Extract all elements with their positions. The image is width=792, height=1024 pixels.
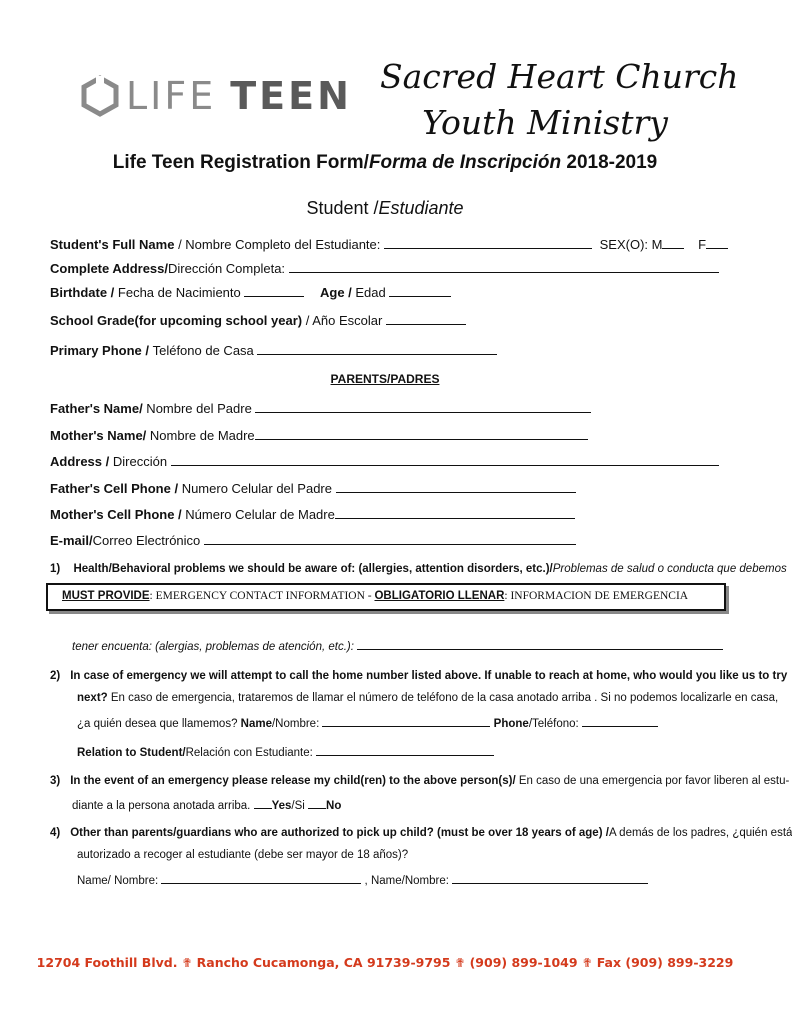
mother-name-label-es: Nombre de Madre <box>146 428 255 443</box>
emergency-phone-field[interactable] <box>582 714 658 727</box>
emergency-name-label-es: /Nombre: <box>271 718 323 730</box>
question-1-text-en: Health/Behavioral problems we should be aware of: (allergies, attention disorders, etc.)/ <box>73 563 553 575</box>
father-name-label-es: Nombre del Padre <box>142 401 256 416</box>
email-label: E-mail/ <box>50 533 93 548</box>
sex-f-field[interactable] <box>706 236 728 249</box>
form-title-es: Forma de Inscripción <box>368 152 562 173</box>
question-2-line2 <box>77 691 778 706</box>
yes-field[interactable] <box>254 796 272 809</box>
emergency-contact-callout <box>46 583 726 611</box>
question-2-line3 <box>77 714 658 732</box>
birthdate-row <box>50 284 451 301</box>
question-3-line2 <box>72 796 341 814</box>
mother-cell-label-es: Número Celular de Madre <box>185 507 335 522</box>
email-field[interactable] <box>204 532 576 545</box>
question-3-text-en: In the event of an emergency please release my child(ren) to the above person(s)/ <box>70 775 516 787</box>
primary-phone-field[interactable] <box>257 342 497 355</box>
pickup-name-1-label: Name/ Nombre: <box>77 875 162 887</box>
sex-m-field[interactable] <box>662 236 684 249</box>
age-field[interactable] <box>389 284 451 297</box>
pickup-name-2-field[interactable] <box>452 871 648 884</box>
question-4 <box>50 826 792 841</box>
primary-phone-label-es: Teléfono de Casa <box>152 343 258 358</box>
father-cell-label: Father's Cell Phone / <box>50 481 182 496</box>
sex-f-label: F <box>698 237 707 252</box>
father-name-label: Father's Name/ <box>50 401 143 416</box>
church-address-footer: 12704 Foothill Blvd. ✟ Rancho Cucamonga, CA 91739-9795 ✟ (909) 899-1049 ✟ Fax (909) 899-3229 <box>36 955 734 970</box>
student-section-title <box>0 198 770 219</box>
obligatorio-label: OBLIGATORIO LLENAR <box>374 590 505 602</box>
student-address-label: Complete Address/ <box>50 261 168 276</box>
question-2-text-line1: In case of emergency we will attempt to call the home number listed above. If unable to reach at home, who would you like us to try <box>70 670 788 682</box>
question-1-number: 1) <box>50 563 61 575</box>
question-2-text-es: En caso de emergencia, trataremos de llamar el número de teléfono de la casa anotado arriba . Si no podemos localizarle en casa, <box>110 692 779 704</box>
grade-row <box>50 312 466 329</box>
student-name-row <box>50 236 728 253</box>
mother-name-row <box>50 427 588 444</box>
relation-row <box>77 743 494 761</box>
callout-text-en: EMERGENCY CONTACT INFORMATION - <box>155 590 375 602</box>
emergency-name-label: Name <box>240 718 272 730</box>
no-label: No <box>326 800 342 812</box>
mother-name-field[interactable] <box>255 427 588 440</box>
callout-colon-1: : <box>149 590 156 602</box>
callout-colon-2: : <box>504 590 511 602</box>
question-1-text-es-2: tener encuenta: (alergias, problemas de atención, etc.): <box>72 641 358 653</box>
student-section-es: Estudiante <box>378 198 464 218</box>
email-label-es: Correo Electrónico <box>92 533 204 548</box>
question-2-next: next? <box>77 692 111 704</box>
form-title <box>0 152 770 174</box>
birthdate-field[interactable] <box>244 284 304 297</box>
father-name-field[interactable] <box>255 400 591 413</box>
age-label-es: Edad <box>355 285 390 300</box>
form-title-year: 2018-2019 <box>561 152 658 173</box>
question-3-text-es: En caso de una emergencia por favor liberen al estu- <box>515 775 790 787</box>
age-label: Age / <box>319 285 356 300</box>
student-section-en: Student / <box>306 198 379 218</box>
question-4-text-es: A demás de los padres, ¿quién está <box>608 827 792 839</box>
question-3-number: 3) <box>50 775 61 787</box>
logo-teen: TEEN <box>230 74 352 118</box>
question-3 <box>50 774 789 789</box>
student-name-label: Student's Full Name <box>50 237 175 252</box>
form-title-en: Life Teen Registration Form/ <box>112 152 369 173</box>
parent-address-label: Address / <box>50 454 113 469</box>
student-address-field[interactable] <box>289 260 719 273</box>
question-4-line2 <box>77 848 408 863</box>
primary-phone-label: Primary Phone / <box>50 343 153 358</box>
parent-address-row <box>50 453 719 470</box>
logo-wordmark <box>126 76 352 116</box>
pickup-names-row <box>77 871 648 889</box>
parents-heading: PARENTS/PADRES <box>330 372 440 386</box>
mother-name-label: Mother's Name/ <box>50 428 147 443</box>
life-teen-hexagon-icon <box>80 76 120 116</box>
question-3-text-es-2: diante a la persona anotada arriba. <box>72 800 254 812</box>
life-teen-logo <box>80 76 352 116</box>
mother-cell-label: Mother's Cell Phone / <box>50 507 186 522</box>
callout-text-es: INFORMACION DE EMERGENCIA <box>510 590 689 602</box>
church-line-2: Youth Ministry <box>422 103 668 142</box>
logo-life: LIFE <box>126 74 217 118</box>
birthdate-label-es: Fecha de Nacimiento <box>117 285 245 300</box>
yes-label: Yes <box>271 800 292 812</box>
grade-label-es: / Año Escolar <box>302 313 386 328</box>
question-1-continued <box>72 637 723 655</box>
parent-address-label-es: Dirección <box>112 454 171 469</box>
emergency-phone-label: Phone <box>490 718 529 730</box>
pickup-name-2-label: Name/Nombre: <box>370 875 453 887</box>
birthdate-label: Birthdate / <box>50 285 118 300</box>
grade-label: School Grade(for upcoming school year) <box>50 313 303 328</box>
question-4-number: 4) <box>50 827 61 839</box>
must-provide-label: MUST PROVIDE <box>62 590 150 602</box>
father-cell-row <box>50 480 576 497</box>
question-2-text-es-2: ¿a quién desea que llamemos? <box>77 718 241 730</box>
mother-cell-row <box>50 506 575 523</box>
sex-label: SEX(O): M <box>599 237 663 252</box>
question-1-text-es: Problemas de salud o conducta que debemos <box>552 563 787 575</box>
student-name-field[interactable] <box>384 236 592 249</box>
relation-label-es: Relación con Estudiante: <box>185 747 317 759</box>
church-line-1: Sacred Heart Church <box>380 57 739 96</box>
student-name-label-es: / Nombre Completo del Estudiante: <box>174 237 385 252</box>
father-cell-label-es: Numero Celular del Padre <box>181 481 336 496</box>
pickup-name-1-field[interactable] <box>161 871 361 884</box>
pickup-separator: , <box>361 875 371 887</box>
emergency-name-field[interactable] <box>322 714 490 727</box>
parent-address-field[interactable] <box>171 453 719 466</box>
relation-field[interactable] <box>316 743 494 756</box>
emergency-phone-label-es: /Teléfono: <box>528 718 582 730</box>
student-address-label-es: Dirección Completa: <box>168 261 289 276</box>
question-2 <box>50 669 787 684</box>
question-4-text-en: Other than parents/guardians who are authorized to pick up child? (must be over 18 years of age) / <box>70 827 609 839</box>
question-2-number: 2) <box>50 670 61 682</box>
yes-label-es: /Si <box>291 800 309 812</box>
primary-phone-row <box>50 342 497 359</box>
father-name-row <box>50 400 591 417</box>
no-field[interactable] <box>308 796 326 809</box>
question-1 <box>50 562 787 577</box>
grade-field[interactable] <box>386 312 466 325</box>
student-address-row <box>50 260 719 277</box>
father-cell-field[interactable] <box>336 480 576 493</box>
mother-cell-field[interactable] <box>335 506 575 519</box>
church-title <box>380 54 739 146</box>
relation-label: Relation to Student/ <box>77 747 186 759</box>
email-row <box>50 532 576 549</box>
question-4-text-es-2: autorizado a recoger al estudiante (debe ser mayor de 18 años)? <box>77 849 409 861</box>
health-problems-field[interactable] <box>357 637 723 650</box>
